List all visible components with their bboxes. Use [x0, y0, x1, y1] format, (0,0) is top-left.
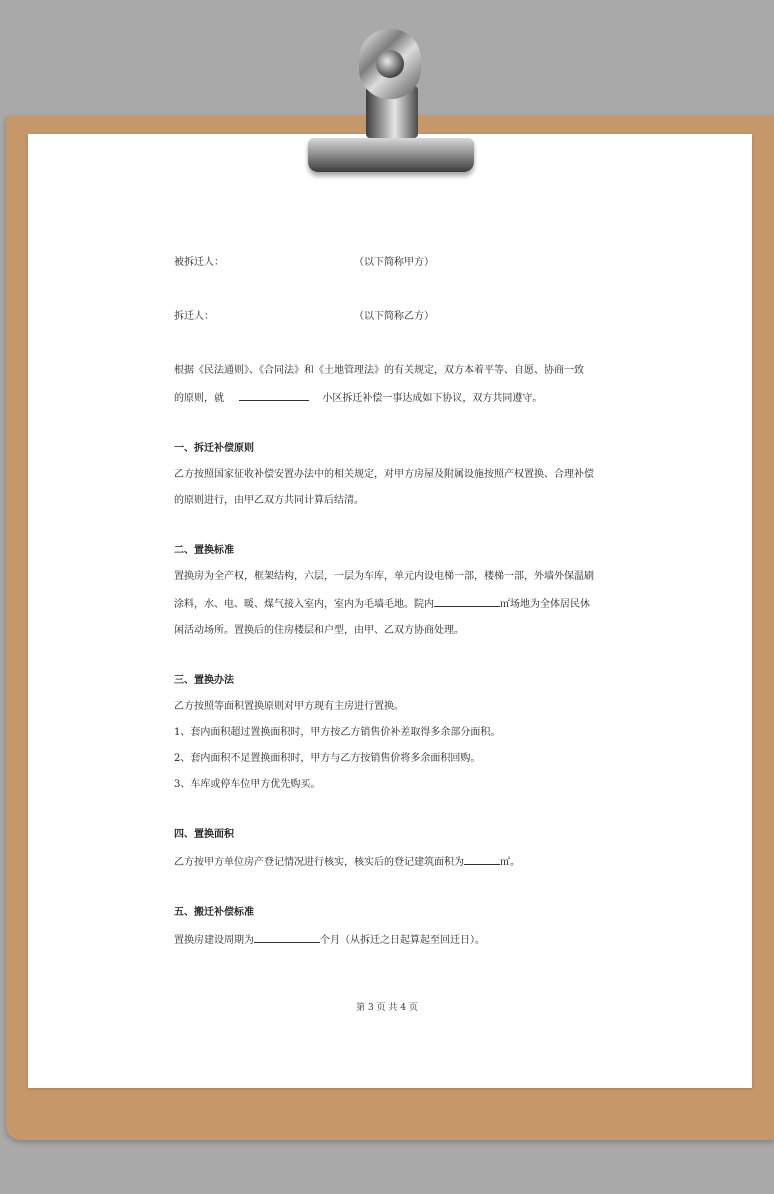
page-number: 第 3 页 共 4 页 [356, 1003, 418, 1013]
section-3-line-1: 乙方按照等面积置换原则对甲方现有主房进行置换。 [174, 701, 404, 712]
section-3-item-2: 2、套内面积不足置换面积时，甲方与乙方按销售价将多余面积回购。 [174, 753, 481, 764]
section-4-line-1 [174, 853, 614, 871]
section-3-item-1: 1、套内面积超过置换面积时，甲方按乙方销售价补差取得多余部分面积。 [174, 727, 501, 738]
building-area-blank[interactable] [464, 853, 500, 865]
section-2-line-1: 置换房为全产权，框架结构，六层，一层为车库，单元内设电梯一部，楼梯一部，外墙外保温刷 [174, 571, 594, 582]
section-2-title: 二、置换标准 [174, 545, 234, 556]
community-name-blank[interactable] [239, 389, 309, 401]
party-b-note: （以下简称乙方） [354, 311, 434, 322]
section-2-line-2-start: 涂料，水、电、暖、煤气接入室内，室内为毛墙毛地。院内 [174, 599, 434, 610]
section-5-title: 五、搬迁补偿标准 [174, 907, 254, 918]
section-3-title: 三、置换办法 [174, 675, 234, 686]
section-4-line-1-start: 乙方按甲方单位房产登记情况进行核实，核实后的登记建筑面积为 [174, 857, 464, 868]
construction-period-blank[interactable] [254, 931, 320, 943]
party-b-row [174, 309, 614, 325]
intro-line-2-end: 小区拆迁补偿一事达成如下协议，双方共同遵守。 [322, 393, 543, 404]
section-5-line-1 [174, 931, 614, 949]
section-4-line-1-end: ㎡。 [500, 857, 520, 868]
yard-area-blank[interactable] [434, 595, 500, 607]
intro-line-2-start: 的原则，就 [174, 393, 224, 404]
clip-hole [376, 50, 404, 78]
intro-line-1: 根据《民法通则》、《合同法》和《土地管理法》的有关规定，双方本着平等、自愿、协商一致 [174, 365, 584, 376]
party-a-row [174, 255, 614, 271]
party-b-label: 拆迁人： [174, 311, 214, 322]
section-5-line-1-start: 置换房建设周期为 [174, 935, 254, 946]
document-body [174, 255, 614, 949]
section-3-item-3: 3、车库或停车位甲方优先购买。 [174, 779, 321, 790]
party-a-note: （以下简称甲方） [354, 257, 434, 268]
party-a-label: 被拆迁人： [174, 257, 224, 268]
section-2-line-2 [174, 595, 614, 613]
section-1-line-1: 乙方按照国家征收补偿安置办法中的相关规定，对甲方房屋及附属设施按照产权置换、合理补偿 [174, 469, 594, 480]
section-2-line-3: 闲活动场所。置换后的住房楼层和户型，由甲、乙双方协商处理。 [174, 625, 464, 636]
section-1-line-2: 的原则进行，由甲乙双方共同计算后结清。 [174, 495, 364, 506]
section-1-title: 一、拆迁补偿原则 [174, 443, 254, 454]
section-4-title: 四、置换面积 [174, 829, 234, 840]
clipboard-clip [308, 138, 474, 172]
section-2-line-2-end: ㎡场地为全体居民休 [500, 599, 590, 610]
section-5-line-1-end: 个月（从拆迁之日起算起至回迁日）。 [320, 935, 485, 946]
intro-line-2 [174, 389, 614, 407]
